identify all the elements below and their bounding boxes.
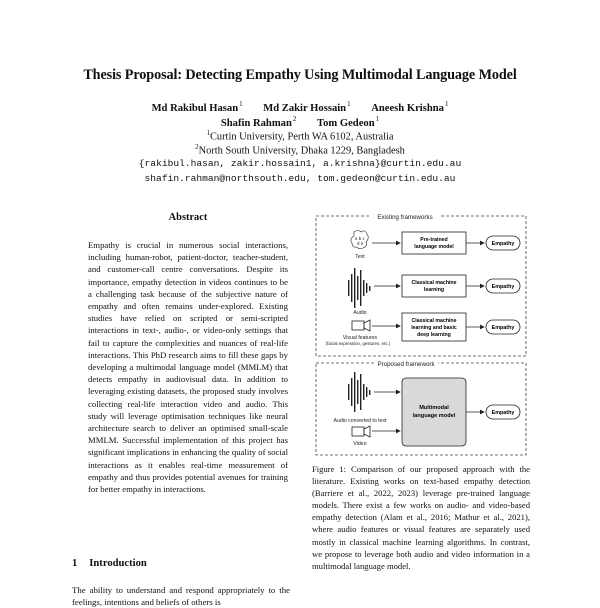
abstract-heading: Abstract [168,212,208,223]
svg-text:Empathy: Empathy [491,325,515,331]
visual-features-sublabel: (facial expression, gestures, etc.) [325,341,391,346]
input-text-label: Text [355,254,365,260]
figure-caption: Figure 1: Comparison of our proposed approach with the literature. Existing works on text-based empathy detection (Barriere et al., 2022, 2023) leverage pre-trained language models. There exist a few works on audio- and video-based empathy detection (Alam et al., 2016; Mathur et al., 2021), where audio features or visual features are separately used mostly in classical machine learning algorithms. In contrast, we propose to leverage both audio and video information in a multimodal language model. [312,464,530,571]
affiliation-2: $^2$North South University, Dhaka 1229, Bangladesh [195,143,405,157]
svg-text:Empathy: Empathy [491,241,515,247]
author: Md Rakibul Hasan$^1$ [151,100,243,114]
classical-ml-box [402,275,466,297]
text-icon [351,231,368,249]
svg-text:Empathy: Empathy [491,410,515,416]
author: Aneesh Krishna$^1$ [371,100,449,114]
audio-waveform-icon [348,268,370,308]
video-camera-icon [352,320,370,331]
svg-text:Pre-trained: Pre-trained [420,237,448,243]
section-heading: 1 Introduction [72,558,147,569]
svg-text:Multimodal: Multimodal [419,405,449,411]
email-line-2: shafin.rahman@northsouth.edu, tom.gedeon@curtin.edu.au [144,173,456,184]
svg-text:d e: d e [357,241,364,246]
author: Tom Gedeon$^1$ [317,115,380,129]
svg-text:language model: language model [414,244,454,250]
svg-text:deep learning: deep learning [417,332,451,338]
email-line-1: {rakibul.hasan, zakir.hossain1, a.krishna}@curtin.edu.au [138,158,462,169]
svg-text:Classical machine: Classical machine [411,280,457,286]
pretrained-lm-box [402,232,466,254]
intro-text: The ability to understand and respond appropriately to the feelings, intentions and beliefs of others is [72,585,290,607]
video-label: Video [353,441,367,447]
proposed-framework-label: Proposed framework [377,361,435,368]
audio-converted-label: Audio converted to text [333,418,387,424]
input-audio-label: Audio [353,310,367,316]
existing-frameworks-label: Existing frameworks [377,214,433,221]
affiliation-1: $^1$Curtin University, Perth WA 6102, Australia [206,129,394,143]
svg-text:Classical machine: Classical machine [411,318,457,324]
paper-title: Thesis Proposal: Detecting Empathy Using Multimodal Language Model [83,67,517,83]
author: Md Zakir Hossain$^1$ [263,100,351,114]
video-camera-icon-2 [352,426,370,437]
author-line-1 [0,100,600,114]
author: Shafin Rahman$^2$ [220,115,297,129]
visual-features-label: Visual features [342,335,378,341]
audio-waveform-icon-2 [348,372,370,412]
svg-text:learning: learning [423,287,445,293]
abstract-text: Empathy is crucial in numerous social interactions, including human-robot, patient-doctor, teacher-student, and customer-call centre conversations. Despite its importance, empathy detection in videos continues to be a challenging task because of the subjective nature of empathy and often remains under-explored. Existing studies have relied on scripted or semi-scripted interactions in text-, audio-, or video-only settings that fail to capture the complexities and nuances of real-life interactions. This PhD research aims to fill these gaps by developing a multimodal language model (MMLM) that detects empathy in audiovisual data. In addition to leveraging existing datasets, the proposed study involves collecting real-life interaction video and audio. This study will leverage optimisation techniques like neural architecture search to deliver an optimised small-scale MMLM. Successful implementation of this project has significant implications in enhancing the quality of social interactions as it enables real-time measurement of empathy and thus provides potential avenues for training for better empathy in interactions. [88,240,288,495]
svg-text:learning and basic: learning and basic [411,325,457,331]
author-line-2 [0,115,600,129]
mmlm-box [402,378,466,446]
figure-1 [314,210,536,458]
svg-text:Empathy: Empathy [491,284,515,290]
svg-text:a b c: a b c [355,236,365,241]
svg-text:language model: language model [412,413,456,419]
